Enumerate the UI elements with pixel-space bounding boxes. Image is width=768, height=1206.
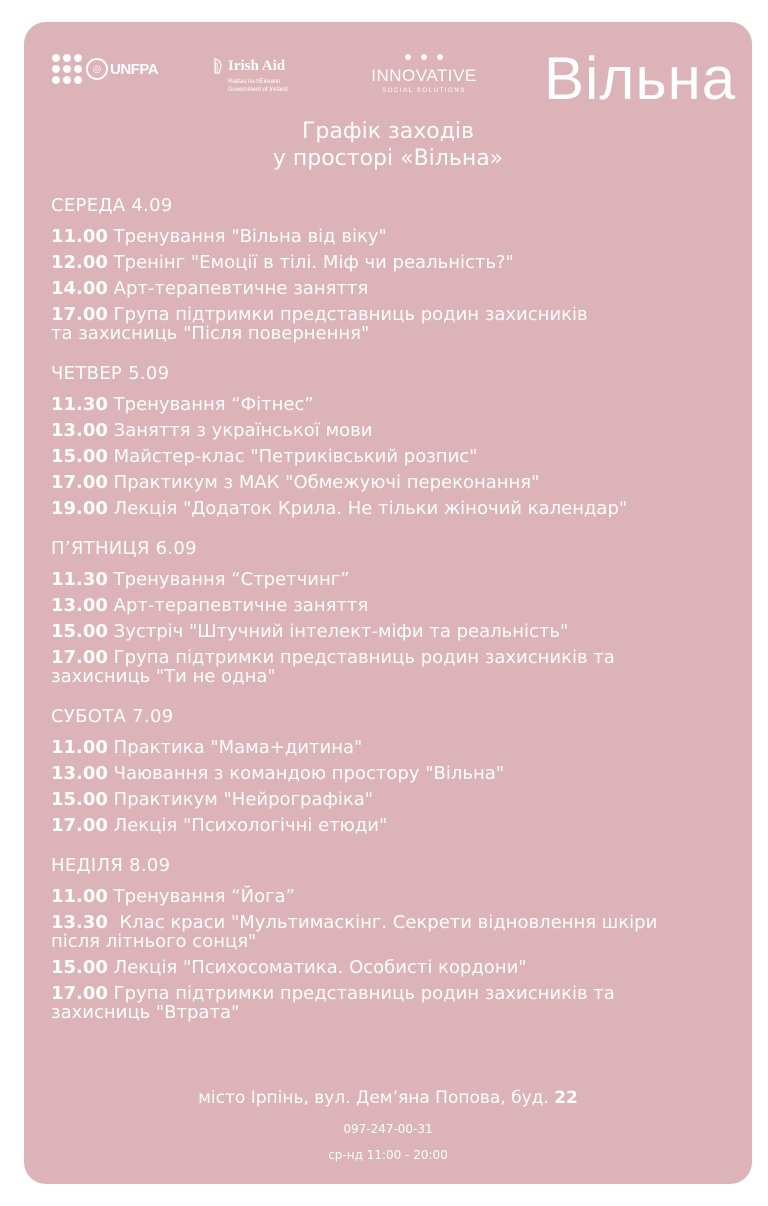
- event-item: [51, 738, 731, 757]
- day-name: ЧЕТВЕР: [51, 363, 123, 384]
- event-item: [51, 764, 731, 783]
- event-time: 13.00: [51, 420, 108, 441]
- event-time: 19.00: [51, 498, 108, 519]
- day-block: [51, 194, 731, 343]
- day-date: 8.09: [129, 855, 171, 876]
- day-heading: [51, 705, 731, 731]
- event-time: 11.00: [51, 737, 108, 758]
- event-time: 13.00: [51, 595, 108, 616]
- event-title: Група підтримки представниць родин захисників та захисниць "Втрата": [51, 983, 615, 1023]
- page-title: [24, 118, 752, 172]
- event-title: Заняття з української мови: [107, 420, 373, 441]
- day-heading: [51, 194, 731, 220]
- event-item: [51, 473, 731, 492]
- event-title: Практикум "Нейрографіка": [107, 789, 374, 810]
- schedule-list: [51, 194, 731, 1041]
- event-time: 11.00: [51, 886, 108, 907]
- event-title: Клас краси "Мультимаскінг. Секрети відновлення шкіри після літнього сонця": [51, 912, 658, 952]
- unfpa-label: UNFPA: [110, 60, 159, 78]
- event-title: Група підтримки представниць родин захисників та захисниць "Після повернення": [51, 304, 588, 344]
- event-item: [51, 984, 731, 1022]
- event-time: 14.00: [51, 278, 108, 299]
- event-item: [51, 253, 731, 272]
- event-item: [51, 305, 731, 343]
- event-time: 15.00: [51, 789, 108, 810]
- event-time: 13.00: [51, 763, 108, 784]
- brand-logo: Вільна: [544, 45, 737, 112]
- event-item: [51, 447, 731, 466]
- event-item: [51, 913, 731, 951]
- day-name: СЕРЕДА: [51, 195, 126, 216]
- day-heading: [51, 854, 731, 880]
- event-time: 11.30: [51, 569, 108, 590]
- event-time: 17.00: [51, 983, 108, 1004]
- event-title: Тренінг "Емоції в тілі. Міф чи реальність?": [107, 252, 514, 273]
- day-block: [51, 854, 731, 1022]
- event-item: [51, 499, 731, 518]
- event-time: 15.00: [51, 446, 108, 467]
- event-time: 12.00: [51, 252, 108, 273]
- poster-card: [24, 22, 752, 1184]
- event-title: Арт-терапевтичне заняття: [107, 595, 369, 616]
- opening-hours: ср-нд 11:00 - 20:00: [328, 1148, 448, 1162]
- innovative-subtitle: SOCIAL SOLUTIONS: [382, 88, 466, 94]
- title-line-1: Графік заходів: [301, 119, 474, 144]
- event-item: [51, 887, 731, 906]
- event-item: [51, 622, 731, 641]
- event-title: Тренування “Йога”: [107, 886, 295, 907]
- event-item: [51, 816, 731, 835]
- event-item: [51, 279, 731, 298]
- event-title: Лекція "Додаток Крила. Не тільки жіночий календар": [107, 498, 628, 519]
- event-time: 17.00: [51, 304, 108, 325]
- event-time: 17.00: [51, 815, 108, 836]
- irish-aid-subtitle: Rialtas na hÉireann Government of Ireland: [228, 79, 288, 93]
- day-date: 6.09: [155, 538, 197, 559]
- event-item: [51, 958, 731, 977]
- house-number: 22: [554, 1088, 578, 1108]
- irish-aid-label: Irish Aid: [228, 58, 286, 74]
- innovative-logo: [364, 54, 484, 94]
- event-title: Тренування "Вільна від віку": [107, 226, 387, 247]
- event-item: [51, 790, 731, 809]
- day-name: НЕДІЛЯ: [51, 855, 124, 876]
- innovative-dots-icon: [364, 54, 484, 60]
- event-time: 11.30: [51, 394, 108, 415]
- event-time: 11.00: [51, 226, 108, 247]
- partner-logos: [24, 22, 752, 132]
- event-title: Практика "Мама+дитина": [107, 737, 363, 758]
- event-item: [51, 227, 731, 246]
- event-time: 17.00: [51, 472, 108, 493]
- event-time: 15.00: [51, 621, 108, 642]
- event-title: Лекція "Психосоматика. Особисті кордони": [107, 957, 527, 978]
- event-title: Чаювання з командою простору "Вільна": [107, 763, 505, 784]
- innovative-label: INNOVATIVE: [371, 66, 477, 85]
- event-item: [51, 648, 731, 686]
- day-date: 5.09: [128, 363, 170, 384]
- day-block: [51, 705, 731, 835]
- unfpa-dots-icon: [52, 54, 82, 84]
- event-time: 17.00: [51, 647, 108, 668]
- day-heading: [51, 537, 731, 563]
- event-item: [51, 395, 731, 414]
- event-title: Лекція "Психологічні етюди": [107, 815, 388, 836]
- event-title: Арт-терапевтичне заняття: [107, 278, 369, 299]
- day-name: П’ЯТНИЦЯ: [51, 538, 150, 559]
- event-time: 13.30: [51, 912, 108, 933]
- event-time: 15.00: [51, 957, 108, 978]
- harp-icon: [214, 58, 222, 74]
- day-name: СУБОТА: [51, 706, 127, 727]
- event-item: [51, 421, 731, 440]
- phone-number: 097-247-00-31: [343, 1122, 433, 1136]
- day-date: 7.09: [132, 706, 174, 727]
- event-item: [51, 570, 731, 589]
- day-date: 4.09: [131, 195, 173, 216]
- event-item: [51, 596, 731, 615]
- un-emblem-icon: ◎: [86, 58, 108, 80]
- event-title: Тренування “Стретчинг”: [107, 569, 350, 590]
- event-title: Майстер-клас "Петриківський розпис": [107, 446, 478, 467]
- contact-footer: [24, 1088, 752, 1162]
- event-title: Практикум з МАК "Обмежуючі переконання": [107, 472, 540, 493]
- event-title: Група підтримки представниць родин захисників та захисниць "Ти не одна": [51, 647, 615, 687]
- unfpa-logo: [52, 54, 158, 84]
- event-title: Зустріч "Штучний інтелект-міфи та реальність": [107, 621, 569, 642]
- event-title: Тренування “Фітнес”: [107, 394, 314, 415]
- day-heading: [51, 362, 731, 388]
- title-line-2: у просторі «Вільна»: [272, 146, 504, 171]
- day-block: [51, 537, 731, 686]
- address: місто Ірпінь, вул. Дем’яна Попова, буд. 22: [198, 1088, 578, 1108]
- day-block: [51, 362, 731, 518]
